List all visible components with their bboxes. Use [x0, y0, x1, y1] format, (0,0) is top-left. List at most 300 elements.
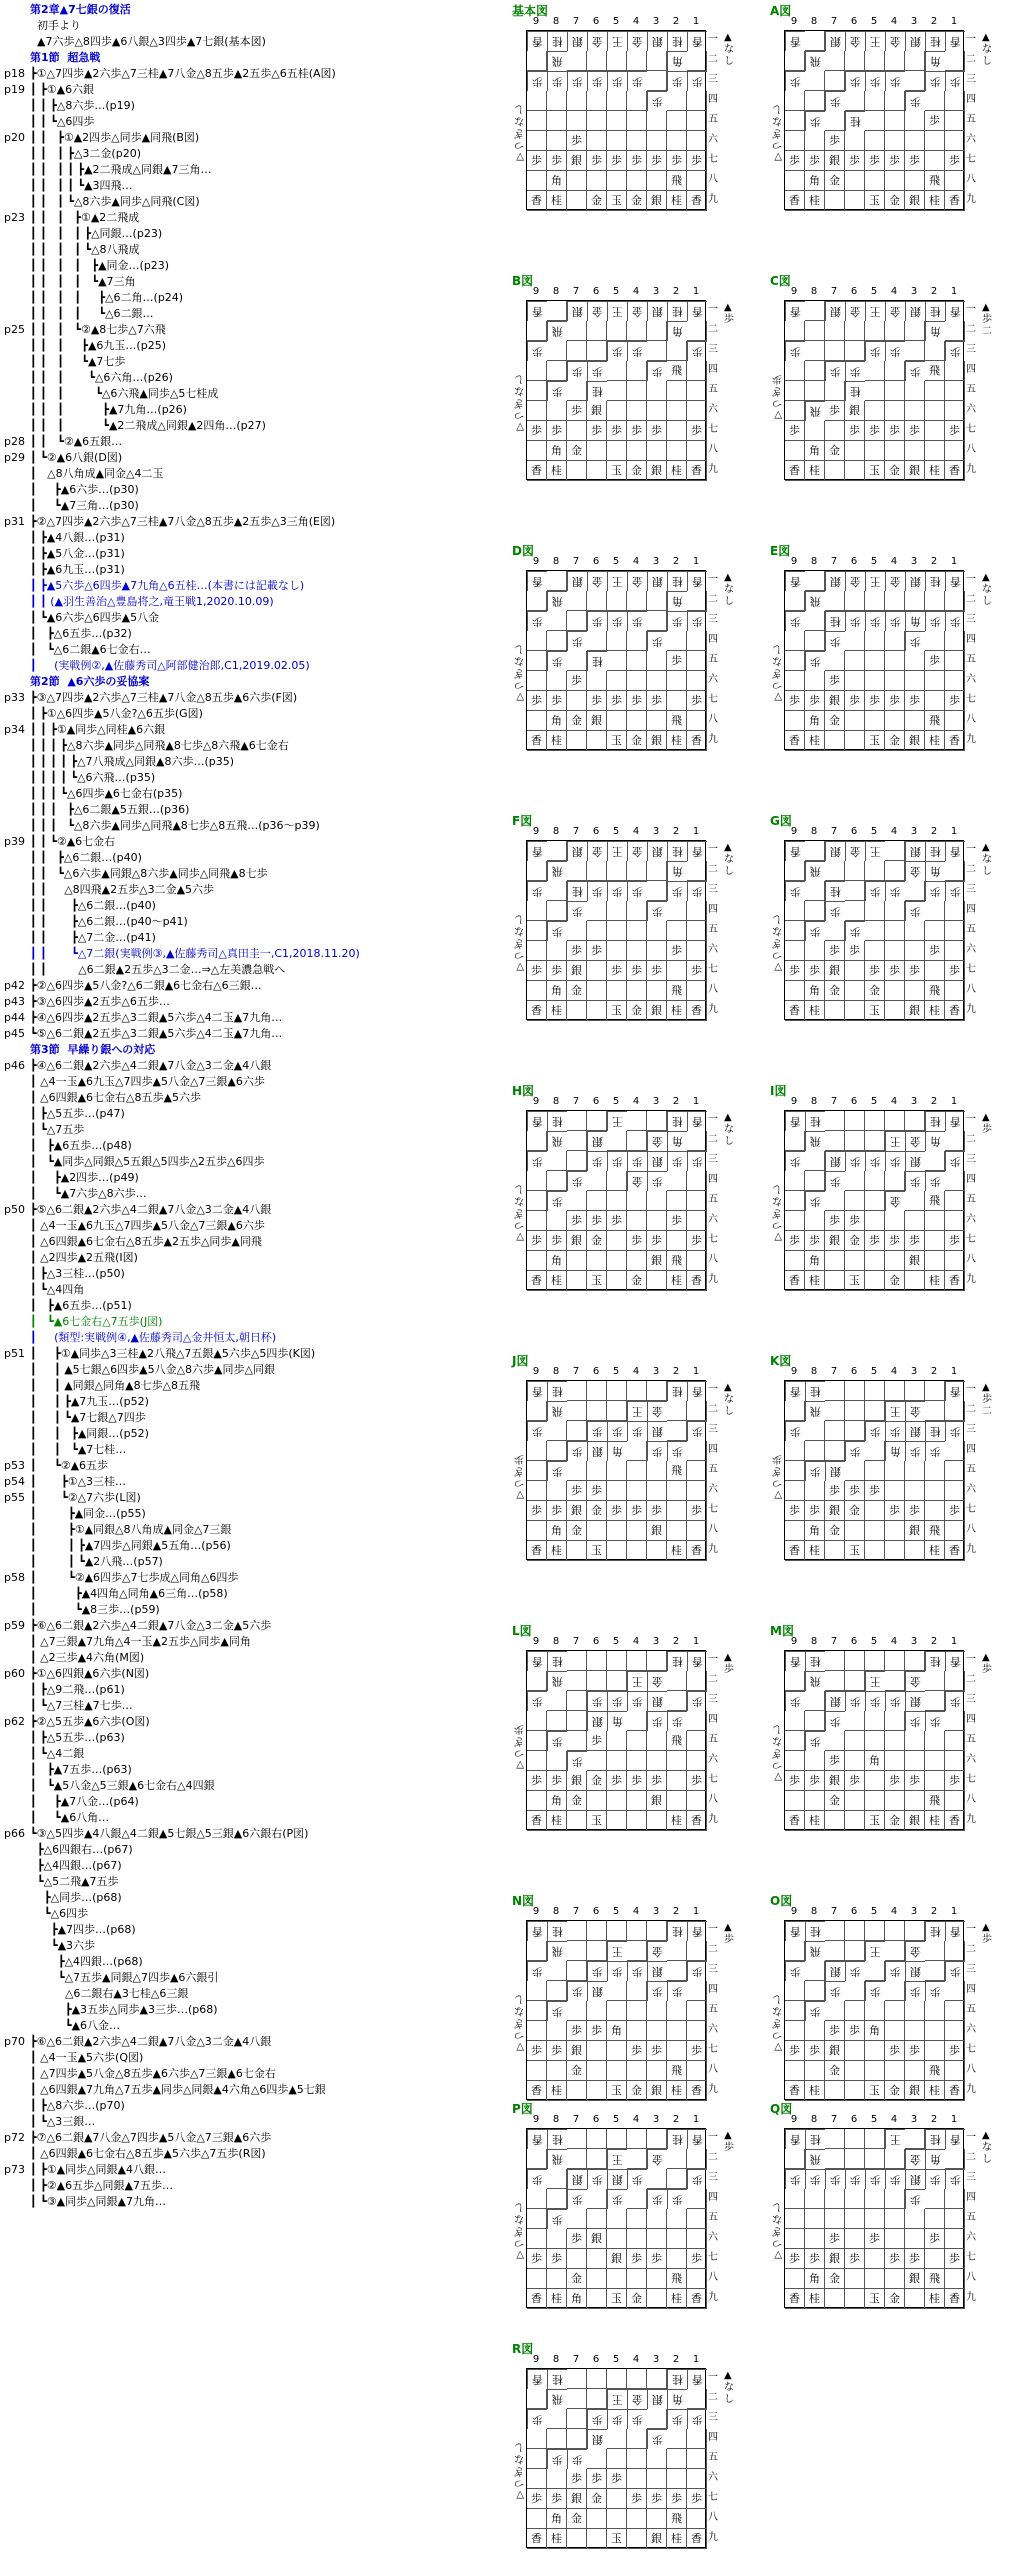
file-number: 4: [632, 1366, 640, 1377]
rank-number: 五: [966, 2212, 976, 2223]
board-square: 歩: [945, 611, 965, 631]
board-square: [845, 981, 865, 1001]
board-square: [785, 1461, 805, 1481]
board-square: [925, 1461, 945, 1481]
board-square: [647, 711, 667, 731]
board-square: [865, 91, 885, 111]
board-square: [527, 1521, 547, 1541]
board-square: 桂: [587, 381, 607, 401]
file-number: 9: [790, 556, 798, 567]
board-square: [667, 2001, 687, 2021]
file-number: 7: [830, 556, 838, 567]
board-square: 香: [785, 1651, 805, 1671]
board-square: 飛: [547, 51, 567, 71]
board-title: E図: [770, 544, 791, 558]
board-square: [687, 2389, 707, 2409]
board-square: 歩: [687, 151, 707, 171]
board-square: [627, 111, 647, 131]
board-square: [865, 2061, 885, 2081]
board-square: [587, 2129, 607, 2149]
board-square: [687, 2429, 707, 2449]
board-square: [885, 2061, 905, 2081]
board-square: 銀: [567, 1231, 587, 1251]
board-square: 王: [865, 31, 885, 51]
board-square: [647, 881, 667, 901]
file-number: 1: [950, 2114, 958, 2125]
board-square: [587, 1751, 607, 1771]
board-square: 歩: [607, 961, 627, 981]
board-square: [647, 131, 667, 151]
board-square: 桂: [667, 2529, 687, 2549]
board-square: [865, 1381, 885, 1401]
file-number: 3: [910, 1906, 918, 1917]
file-numbers: [526, 1636, 706, 1647]
board-square: [587, 1381, 607, 1401]
board-square: [647, 2169, 667, 2189]
board-square: [587, 1001, 607, 1021]
board-square: 王: [627, 1671, 647, 1691]
page-ref: p33: [4, 691, 25, 704]
board-square: 銀: [607, 2249, 627, 2269]
move-text: ┃ ┗△7三桂▲7七歩…: [30, 1699, 133, 1712]
board-square: 歩: [865, 421, 885, 441]
rank-numbers: [708, 1920, 722, 2100]
board-square: [785, 381, 805, 401]
file-number: 1: [950, 556, 958, 567]
board-square: 銀: [825, 691, 845, 711]
board-square: 香: [785, 731, 805, 751]
rank-number: 六: [966, 1484, 976, 1495]
board-square: 歩: [925, 941, 945, 961]
board-square: [627, 861, 647, 881]
board-square: 歩: [865, 961, 885, 981]
move-text: 初手より: [30, 19, 81, 32]
move-text: ┃ ┗②▲6八銀(D図): [30, 451, 123, 464]
board-square: [825, 2189, 845, 2209]
board-square: [567, 591, 587, 611]
file-number: 8: [552, 286, 560, 297]
board-square: [785, 861, 805, 881]
move-text: ┣①△6四銀▲6六歩(N図): [30, 1667, 150, 1680]
board-grid: [526, 2368, 706, 2548]
board-square: 金: [627, 841, 647, 861]
board-square: 金: [885, 571, 905, 591]
board-square: [785, 901, 805, 921]
board-square: [805, 1171, 825, 1191]
board-square: 歩: [905, 1441, 925, 1461]
board-square: [627, 401, 647, 421]
board-square: [627, 2129, 647, 2149]
board-square: 歩: [667, 941, 687, 961]
board-square: [845, 461, 865, 481]
board-square: [785, 1711, 805, 1731]
board-square: [527, 131, 547, 151]
board-square: [567, 1151, 587, 1171]
rank-number: 三: [708, 2172, 718, 2183]
rank-number: 三: [708, 1424, 718, 1435]
board-square: 桂: [667, 1111, 687, 1131]
file-number: 5: [870, 286, 878, 297]
rank-number: 七: [708, 2252, 718, 2263]
board-square: 歩: [587, 2409, 607, 2429]
board-square: [527, 1211, 547, 1231]
board-square: 金: [587, 1771, 607, 1791]
move-text: ┃ ┃ ┃ ┃ ┣▲同金…(p23): [30, 259, 170, 272]
board-square: 銀: [567, 151, 587, 171]
file-number: 5: [612, 556, 620, 567]
move-text: ┃ ┃ ┃ ┗△8六歩▲同歩△同飛(C図): [30, 195, 200, 208]
board-square: 香: [785, 461, 805, 481]
board-square: 桂: [547, 31, 567, 51]
file-number: 6: [850, 556, 858, 567]
board-square: [945, 711, 965, 731]
move-text: ┣▲3五歩△同歩▲3三歩…(p68): [30, 2003, 218, 2016]
board-square: [845, 861, 865, 881]
board-square: [527, 171, 547, 191]
board-square: [925, 401, 945, 421]
board-square: [905, 171, 925, 191]
board-square: [925, 131, 945, 151]
board-square: 歩: [527, 1421, 547, 1441]
board-square: 香: [687, 2529, 707, 2549]
rank-number: 二: [966, 324, 976, 335]
board-square: [845, 631, 865, 651]
file-number: 8: [810, 556, 818, 567]
board-square: [865, 1111, 885, 1131]
board-square: [527, 591, 547, 611]
board-square: 角: [885, 1441, 905, 1461]
board-square: [945, 921, 965, 941]
gote-hand: ▲歩: [724, 2130, 734, 2153]
board-square: 歩: [567, 941, 587, 961]
file-number: 5: [870, 556, 878, 567]
board-square: 歩: [667, 2189, 687, 2209]
file-number: 1: [692, 556, 700, 567]
board-square: 歩: [885, 1501, 905, 1521]
board-square: [587, 2389, 607, 2409]
board-square: [627, 2149, 647, 2169]
rank-numbers: [966, 1920, 980, 2100]
board-square: [805, 321, 825, 341]
board-square: [627, 711, 647, 731]
board-square: 飛: [547, 1401, 567, 1421]
board-square: 銀: [647, 191, 667, 211]
board-square: 玉: [865, 731, 885, 751]
board-square: [805, 901, 825, 921]
board-square: [667, 1231, 687, 1251]
board-square: [805, 941, 825, 961]
board-square: [925, 1401, 945, 1421]
board-square: [865, 2209, 885, 2229]
board-square: [785, 2189, 805, 2209]
board-square: [865, 711, 885, 731]
board-square: [527, 1711, 547, 1731]
board-square: 銀: [587, 711, 607, 731]
board-square: [945, 2061, 965, 2081]
file-number: 2: [930, 2114, 938, 2125]
file-number: 9: [532, 1096, 540, 1107]
board-square: 角: [667, 2389, 687, 2409]
board-square: 歩: [687, 1231, 707, 1251]
board-square: 歩: [785, 691, 805, 711]
board-square: 歩: [647, 1441, 667, 1461]
board-square: 歩: [527, 881, 547, 901]
board-square: 銀: [825, 571, 845, 591]
board-square: 桂: [925, 571, 945, 591]
board-square: 桂: [667, 731, 687, 751]
board-square: [527, 1671, 547, 1691]
board-square: [627, 2529, 647, 2549]
board-square: 玉: [865, 2081, 885, 2101]
board-square: 銀: [647, 461, 667, 481]
board-square: 香: [527, 1541, 547, 1561]
board-square: [945, 1481, 965, 1501]
board-square: [885, 841, 905, 861]
board-square: 香: [527, 1381, 547, 1401]
shogi-board: [512, 812, 734, 1017]
board-square: [547, 2409, 567, 2429]
board-square: 桂: [925, 1271, 945, 1291]
board-square: 香: [945, 1921, 965, 1941]
board-square: [667, 131, 687, 151]
board-square: [627, 901, 647, 921]
board-square: [865, 1791, 885, 1811]
board-square: [667, 2469, 687, 2489]
move-text: ┣△同歩…(p68): [30, 1891, 122, 1904]
board-square: [627, 1211, 647, 1231]
board-square: [607, 2269, 627, 2289]
board-square: 歩: [687, 2249, 707, 2269]
board-square: [785, 921, 805, 941]
board-square: [587, 2529, 607, 2549]
board-square: 金: [647, 1941, 667, 1961]
board-square: [945, 1251, 965, 1271]
board-square: [607, 2509, 627, 2529]
board-square: [587, 2041, 607, 2061]
board-square: [905, 1541, 925, 1561]
board-square: 角: [805, 1251, 825, 1271]
board-square: [527, 2229, 547, 2249]
board-square: [805, 611, 825, 631]
board-square: [945, 941, 965, 961]
shogi-board: [512, 1622, 734, 1827]
rank-number: 八: [708, 444, 718, 455]
move-text: ┃ ┣①△3三桂…: [30, 1475, 127, 1488]
sente-hand: ▽つぎなし: [514, 913, 524, 972]
file-number: 6: [592, 826, 600, 837]
board-square: 香: [785, 1811, 805, 1831]
board-square: [687, 401, 707, 421]
board-square: 歩: [825, 941, 845, 961]
page-ref: p25: [4, 323, 25, 336]
board-square: [905, 51, 925, 71]
board-square: [547, 2469, 567, 2489]
rank-numbers: [708, 1650, 722, 1830]
board-square: [687, 2229, 707, 2249]
board-square: 歩: [885, 961, 905, 981]
board-square: 香: [785, 571, 805, 591]
board-square: 銀: [905, 301, 925, 321]
rank-number: 九: [708, 1814, 718, 1825]
board-square: 歩: [905, 901, 925, 921]
board-square: [647, 591, 667, 611]
board-square: 歩: [845, 1771, 865, 1791]
board-square: [885, 711, 905, 731]
board-square: [865, 381, 885, 401]
file-numbers: [784, 826, 964, 837]
board-square: 金: [587, 301, 607, 321]
board-square: [845, 1251, 865, 1271]
board-square: 歩: [885, 881, 905, 901]
board-square: 歩: [587, 421, 607, 441]
board-square: [547, 1421, 567, 1441]
move-text: ┃ △6四銀▲6七金右△8五歩▲2五歩△同歩▲同飛: [30, 1235, 262, 1248]
file-numbers: [784, 1096, 964, 1107]
board-square: [825, 1401, 845, 1421]
move-text: ┣④△6二銀▲2六歩△4二銀▲7八金△3二金▲4八銀: [30, 1059, 272, 1072]
move-text: ┣⑥△6二銀▲2六歩△4二銀▲7八金△3二金▲5六歩: [30, 1619, 272, 1632]
board-square: [805, 421, 825, 441]
board-square: [687, 1211, 707, 1231]
board-square: [667, 2249, 687, 2269]
rank-number: 二: [966, 1134, 976, 1145]
board-square: [845, 671, 865, 691]
board-square: 歩: [627, 1231, 647, 1251]
board-square: [687, 631, 707, 651]
board-square: 銀: [567, 301, 587, 321]
board-square: [527, 51, 547, 71]
move-text: ┃ ┃ ┣△8六歩…(p19): [30, 99, 135, 112]
rank-number: 二: [966, 1944, 976, 1955]
board-square: 金: [587, 1231, 607, 1251]
board-square: [825, 2289, 845, 2309]
board-square: 飛: [547, 1941, 567, 1961]
board-square: 歩: [667, 1151, 687, 1171]
board-square: [547, 1751, 567, 1771]
board-square: 歩: [845, 1151, 865, 1171]
page-ref: p45: [4, 1027, 25, 1040]
board-square: 歩: [905, 2041, 925, 2061]
board-square: 歩: [785, 421, 805, 441]
file-number: 8: [552, 1906, 560, 1917]
board-square: [945, 1401, 965, 1421]
board-square: [865, 171, 885, 191]
board-square: [627, 651, 647, 671]
board-square: [885, 1111, 905, 1131]
board-square: [945, 361, 965, 381]
file-number: 6: [850, 1906, 858, 1917]
board-square: 香: [687, 1381, 707, 1401]
move-text: ┃ ┃ ┃ ┃ ┣△6二角…(p24): [30, 291, 184, 304]
board-square: [687, 2021, 707, 2041]
board-square: 歩: [547, 1501, 567, 1521]
board-square: 桂: [805, 1541, 825, 1561]
board-square: 金: [885, 2081, 905, 2101]
board-square: 桂: [925, 1811, 945, 1831]
board-square: 角: [547, 1791, 567, 1811]
file-number: 5: [870, 1906, 878, 1917]
board-square: [527, 2021, 547, 2041]
move-text: ┃ ┃ ┃ ┗▲7七歩: [30, 355, 126, 368]
file-number: 9: [532, 1906, 540, 1917]
board-square: [547, 2429, 567, 2449]
file-number: 8: [552, 556, 560, 567]
board-square: [885, 401, 905, 421]
board-square: [547, 2189, 567, 2209]
board-square: 歩: [567, 1981, 587, 2001]
board-square: 歩: [925, 611, 945, 631]
file-number: 2: [672, 16, 680, 27]
board-square: [587, 1921, 607, 1941]
file-number: 9: [532, 1366, 540, 1377]
board-square: 歩: [925, 881, 945, 901]
board-square: 桂: [925, 1651, 945, 1671]
board-square: 銀: [587, 2429, 607, 2449]
board-square: [785, 1981, 805, 2001]
board-square: 歩: [547, 1461, 567, 1481]
board-grid: [526, 1920, 706, 2100]
board-square: 角: [547, 1251, 567, 1271]
board-square: [547, 1961, 567, 1981]
board-square: 歩: [587, 2469, 607, 2489]
board-square: [825, 421, 845, 441]
board-square: 香: [687, 1001, 707, 1021]
board-square: 歩: [647, 421, 667, 441]
board-square: 歩: [527, 2041, 547, 2061]
file-number: 8: [552, 826, 560, 837]
board-square: 金: [905, 1671, 925, 1691]
board-square: [925, 1751, 945, 1771]
board-square: 歩: [567, 1441, 587, 1461]
board-square: [647, 381, 667, 401]
board-square: [845, 2061, 865, 2081]
board-square: 桂: [925, 1001, 945, 1021]
file-number: 5: [612, 1096, 620, 1107]
board-square: 銀: [825, 961, 845, 981]
board-square: 歩: [627, 151, 647, 171]
board-square: 桂: [825, 611, 845, 631]
board-square: 歩: [627, 2041, 647, 2061]
board-square: 香: [527, 461, 547, 481]
move-text: ┃ ┣▲6九玉…(p31): [30, 563, 125, 576]
board-square: [567, 2129, 587, 2149]
board-square: [845, 1921, 865, 1941]
board-square: 歩: [647, 1171, 667, 1191]
board-square: 香: [945, 2289, 965, 2309]
board-square: 歩: [567, 1481, 587, 1501]
board-square: [647, 71, 667, 91]
file-number: 6: [592, 286, 600, 297]
sente-hand: ▽つぎなし: [514, 2201, 524, 2260]
board-square: 王: [865, 1671, 885, 1691]
board-square: [687, 2061, 707, 2081]
board-square: 歩: [647, 2429, 667, 2449]
board-square: 飛: [667, 171, 687, 191]
move-text: ┗△6四歩: [30, 1907, 89, 1920]
move-text: ┃ △7三銀▲7九角△4一玉▲2五歩△同歩▲同角: [30, 1635, 251, 1648]
board-square: 香: [785, 841, 805, 861]
board-square: [687, 2189, 707, 2209]
file-number: 1: [692, 2114, 700, 2125]
board-square: 香: [687, 1651, 707, 1671]
board-square: [627, 1251, 647, 1271]
rank-number: 四: [708, 1714, 718, 1725]
move-text: ┃ ┣▲6五歩…(p51): [30, 1299, 132, 1312]
rank-number: 二: [966, 54, 976, 65]
board-square: [845, 1131, 865, 1151]
rank-number: 一: [966, 1924, 976, 1935]
board-square: [925, 1231, 945, 1251]
